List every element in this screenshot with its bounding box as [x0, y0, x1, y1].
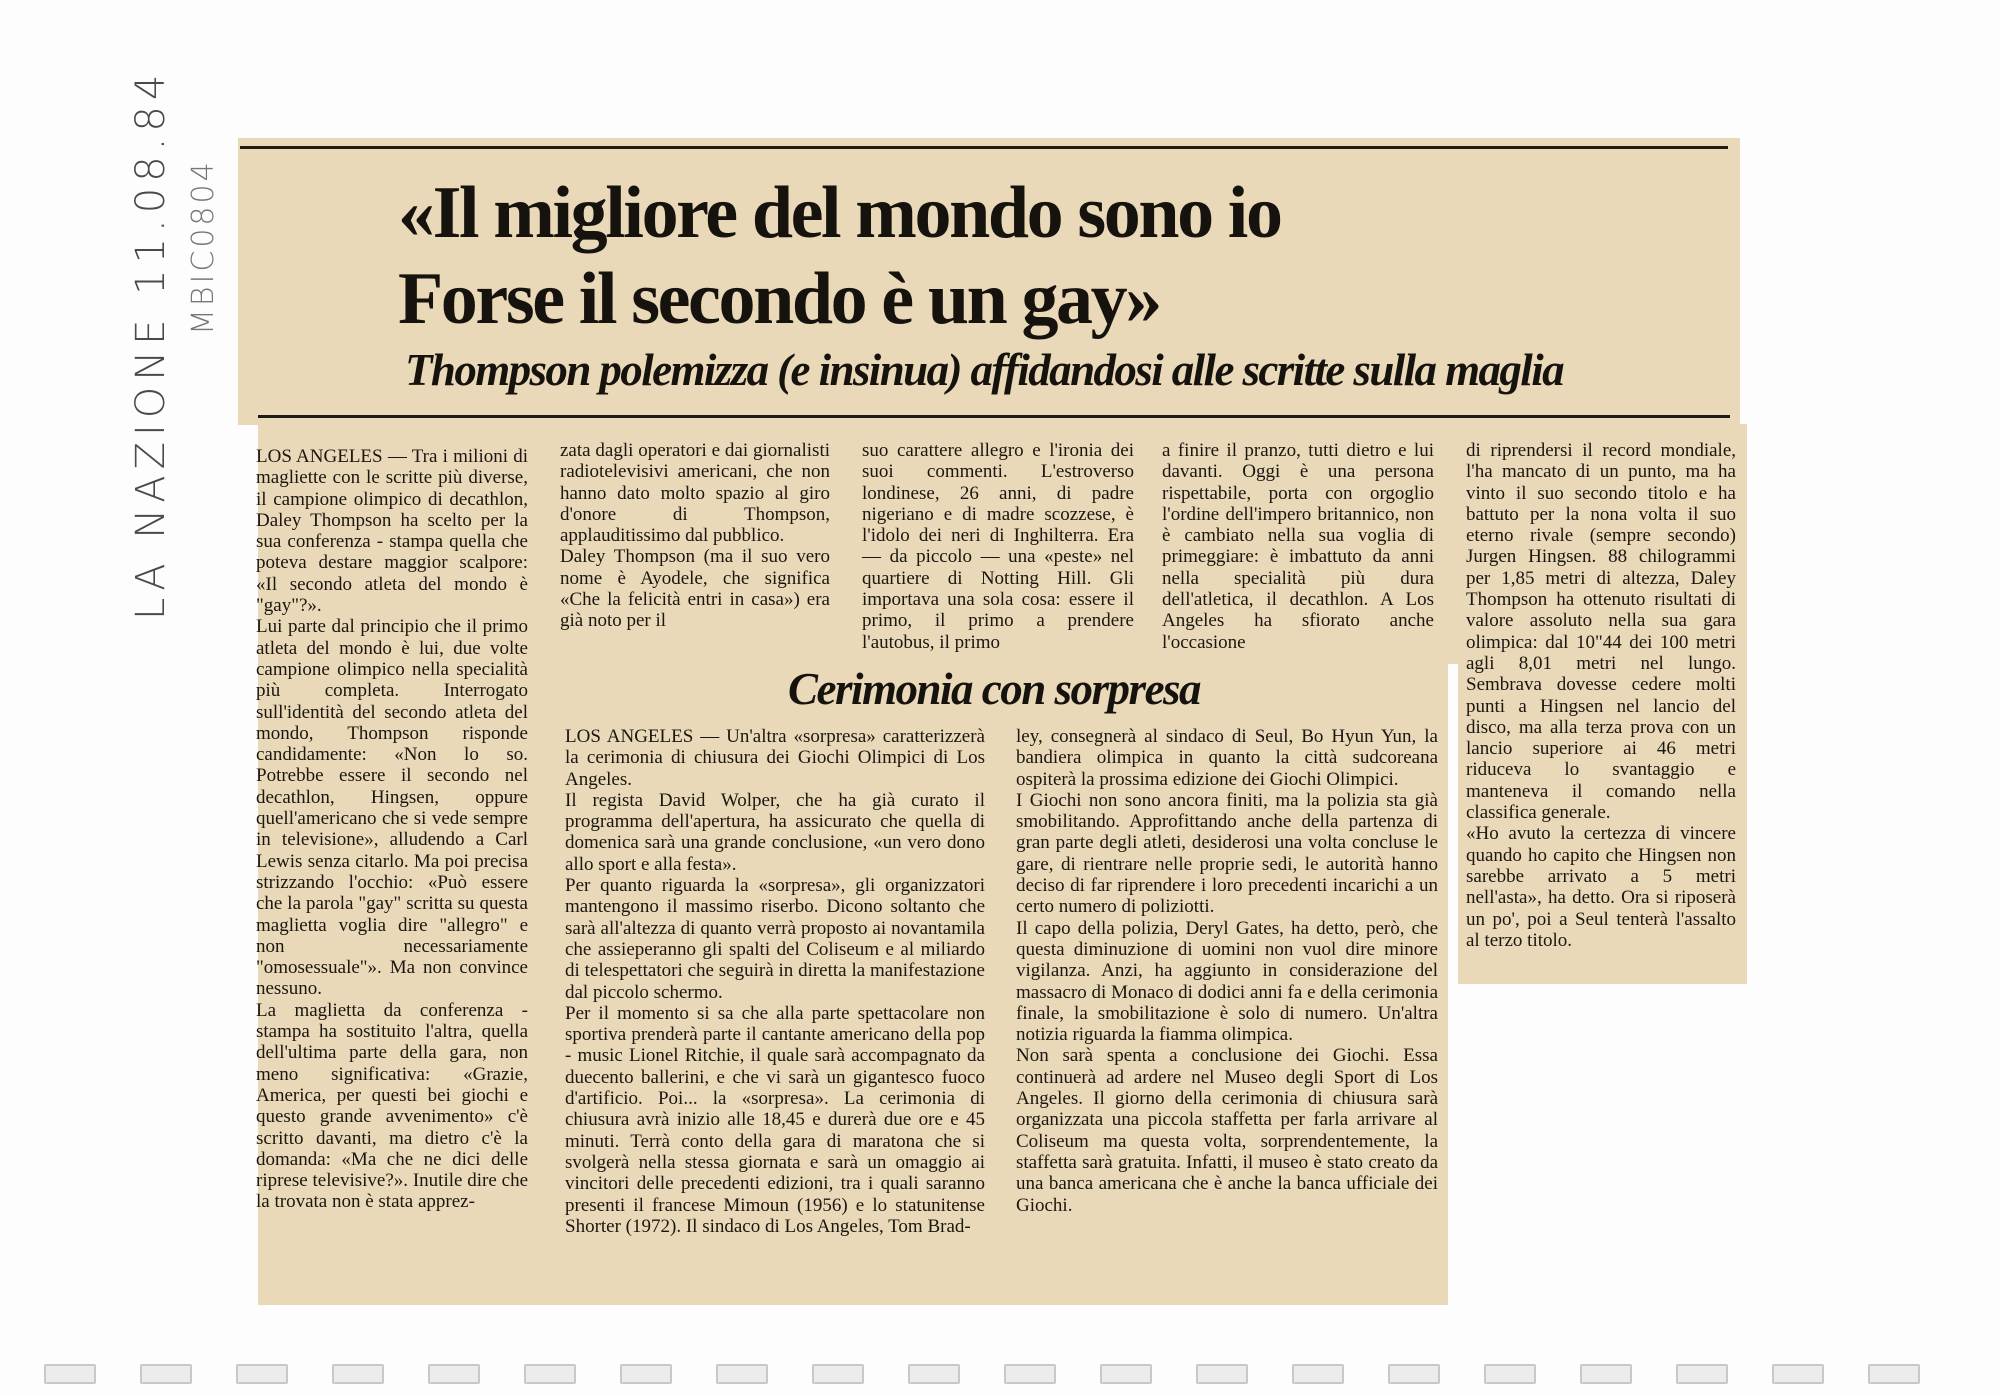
- headline-rule-divider: [258, 415, 1730, 418]
- file-tab: [1676, 1364, 1728, 1384]
- article-column-5: [1466, 440, 1736, 951]
- paragraph: LOS ANGELES — Tra i milioni di magliette con le scritte più diverse, il campione olimpico di decathlon, Daley Thompson ha scelto per la sua conferenza - stampa quella che poteva destare maggior scalpore: «Il secondo atleta del mondo è "gay"?».: [256, 446, 528, 617]
- top-rule-divider: [240, 146, 1728, 149]
- article-column-3: [862, 440, 1134, 653]
- file-tab: [1484, 1364, 1536, 1384]
- article-column-4: [1162, 440, 1434, 653]
- file-tab: [1388, 1364, 1440, 1384]
- file-tab: [44, 1364, 96, 1384]
- file-tab: [620, 1364, 672, 1384]
- paragraph: Il capo della polizia, Deryl Gates, ha detto, però, che questa diminuzione di uomini non vuol dire minore vigilanza. Anzi, ha aggiunto in considerazione del massacro di Monaco di dodici anni fa e della cerimonia finale, la smobilitazione è solo di numero. Un'altra notizia riguarda la fiamma olimpica.: [1016, 917, 1438, 1046]
- file-tab: [524, 1364, 576, 1384]
- subheadline: Thompson polemizza (e insinua) affidandosi alle scritte sulla maglia: [405, 345, 1564, 395]
- paragraph: LOS ANGELES — Un'altra «sorpresa» caratterizzerà la cerimonia di chiusura dei Giochi Olimpici di Los Angeles.: [565, 726, 985, 790]
- paragraph: Per quanto riguarda la «sorpresa», gli organizzatori mantengono il massimo riserbo. Dicono soltanto che sarà all'altezza di quanto verrà proposto ai novantamila che assieperanno gli spalti del Coliseum e al miliardo di telespettatori che seguirà in diretta la manifestazione dal piccolo schermo.: [565, 875, 985, 1003]
- sidebar-column-1: [565, 726, 985, 1237]
- paragraph: La maglietta da conferenza - stampa ha sostituito l'altra, quella dell'ultima parte della gara, non meno significativa: «Grazie, America, per questi bei giochi e questo grande avvenimento» c'è scritto davanti, ma dietro c'è la domanda: «Ma che ne dici delle riprese televisive?». Inutile dire che la trovata non è stata apprez-: [256, 999, 528, 1213]
- file-tab: [1580, 1364, 1632, 1384]
- file-tab: [236, 1364, 288, 1384]
- file-tab: [1868, 1364, 1920, 1384]
- paragraph: Il regista David Wolper, che ha già curato il programma dell'apertura, ha assicurato che quella di domenica sarà una grande conclusione, «un vero dono allo sport e alla festa».: [565, 789, 985, 875]
- file-tab: [140, 1364, 192, 1384]
- headline-line-2: Forse il secondo è un gay»: [398, 258, 1160, 340]
- file-tab: [1100, 1364, 1152, 1384]
- file-tab: [1196, 1364, 1248, 1384]
- paragraph: ley, consegnerà al sindaco di Seul, Bo Hyun Yun, la bandiera olimpica in quanto la città sudcoreana ospiterà la prossima edizione dei Giochi Olimpici.: [1016, 726, 1438, 790]
- article-column-2: [560, 440, 830, 632]
- paragraph: suo carattere allegro e l'ironia dei suoi commenti. L'estroverso londinese, 26 anni, di padre nigeriano e di madre scozzese, è l'idolo dei neri di Inghilterra. Era — da piccolo — una «peste» nel quartiere di Notting Hill. Gli importava una sola cosa: essere il primo, il primo a prendere l'autobus, il primo: [862, 440, 1134, 653]
- paragraph: a finire il pranzo, tutti dietro e lui davanti. Oggi è una persona rispettabile, porta con orgoglio l'ordine dell'impero britannico, non è cambiato nella sua voglia di primeggiare: è imbattuto da anni nella specialità più dura dell'atletica, il decathlon. A Los Angeles ha sfiorato anche l'occasione: [1162, 440, 1434, 653]
- file-tab: [1772, 1364, 1824, 1384]
- article-column-1: [256, 446, 528, 1213]
- file-tab: [716, 1364, 768, 1384]
- file-tab: [812, 1364, 864, 1384]
- handwritten-archive-code: MBIC0804: [186, 159, 221, 335]
- headline: [398, 170, 1578, 342]
- paragraph: zata dagli operatori e dai giornalisti radiotelevisivi americani, che non hanno dato molto spazio al giro d'onore di Thompson, applauditissimo dal pubblico.: [560, 440, 830, 547]
- file-tab: [908, 1364, 960, 1384]
- paragraph: I Giochi non sono ancora finiti, ma la polizia sta già smobilitando. Approfittando anche della partenza di gran parte degli atleti, desiderosi una volta concluse le gare, di rientrare nelle proprie sedi, le autorità hanno deciso di far riprendere i loro precedenti incarichi a un certo numero di poliziotti.: [1016, 789, 1438, 918]
- file-strip-tabs: [44, 1364, 1944, 1388]
- file-tab: [428, 1364, 480, 1384]
- paragraph: Daley Thompson (ma il suo vero nome è Ayodele, che significa «Che la felicità entri in casa») era già noto per il: [560, 546, 830, 632]
- paragraph: Per il momento si sa che alla parte spettacolare non sportiva prenderà parte il cantante americano della pop - music Lionel Ritchie, il quale sarà accompagnato da duecento ballerini, e che vi sarà un gigantesco fuoco d'artificio. Poi... la «sorpresa». La cerimonia di chiusura avrà inizio alle 18,45 e durerà due ore e 45 minuti. Terrà conto della gara di maratona che si svolgerà nella stessa giornata e sarà un omaggio ai vincitori delle precedenti edizioni, tra i quali saranno presenti il francese Mimoun (1956) e lo statunitense Shorter (1972). Il sindaco di Los Angeles, Tom Brad-: [565, 1002, 985, 1237]
- paragraph: «Ho avuto la certezza di vincere quando ho capito che Hingsen non sarebbe arrivato a 5 metri nell'asta», ha detto. Ora si riposerà un po', poi a Seul tenterà l'assalto al terzo titolo.: [1466, 823, 1736, 951]
- sidebar-article-title: Cerimonia con sorpresa: [788, 664, 1201, 714]
- handwritten-source-note: LA NAZIONE 11.08.84: [128, 68, 174, 620]
- file-tab: [1004, 1364, 1056, 1384]
- paragraph: Non sarà spenta a conclusione dei Giochi. Essa continuerà ad ardere nel Museo degli Sport di Los Angeles. Il giorno della cerimonia di chiusura sarà organizzata una piccola staffetta per farla arrivare al Coliseum ma questa volta, sorprendentemente, la staffetta sarà gratuita. Infatti, il museo è stato creato da una banca americana che è anche la banca ufficiale dei Giochi.: [1016, 1045, 1438, 1216]
- file-tab: [1292, 1364, 1344, 1384]
- paragraph: di riprendersi il record mondiale, l'ha mancato di un punto, ma ha vinto il suo secondo titolo e ha battuto per la nona volta il suo eterno rivale (sempre secondo) Jurgen Hingsen. 88 chilogrammi per 1,85 metri di altezza, Daley Thompson ha ottenuto risultati di valore assoluto nella sua gara olimpica: dal 10"44 dei 100 metri agli 8,01 metri nel lungo. Sembrava dovesse cedere molti punti a Hingsen nel lancio del disco, ma alla terza prova con un lancio superiore ai 46 metri riduceva lo svantaggio e manteneva il comando nella classifica generale.: [1466, 440, 1736, 824]
- paragraph: Lui parte dal principio che il primo atleta del mondo è lui, due volte campione olimpico nella specialità più completa. Interrogato sull'identità del secondo atleta del mondo, Thompson risponde candidamente: «Non lo so. Potrebbe essere il secondo nel decathlon, Hingsen, oppure quell'americano che si vede sempre in televisione», alludendo a Carl Lewis senza citarlo. Ma poi precisa strizzando l'occhio: «Può essere che la parola "gay" scritta su questa maglietta voglia dire "allegro" e non necessariamente "omosessuale"». Ma non convince nessuno.: [256, 616, 528, 1000]
- sidebar-column-2: [1016, 726, 1438, 1216]
- headline-line-1: «Il migliore del mondo sono io: [398, 172, 1281, 254]
- file-tab: [332, 1364, 384, 1384]
